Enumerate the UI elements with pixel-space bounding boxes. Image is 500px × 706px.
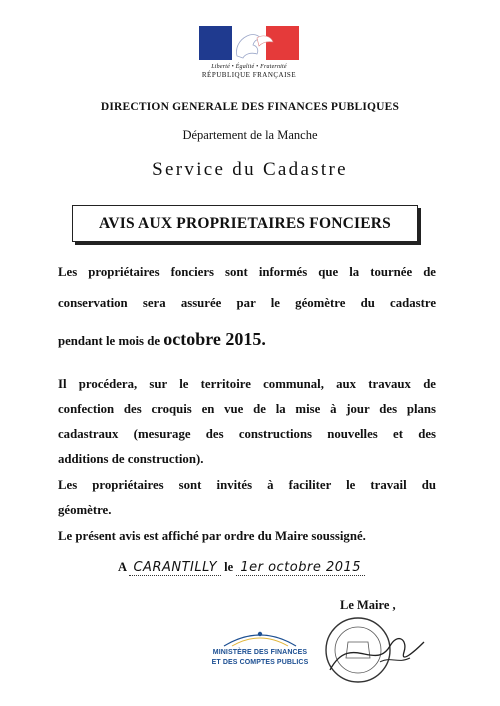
paragraph-tour (58, 260, 436, 353)
ministry-name-line2: ET DES COMPTES PUBLICS (211, 659, 309, 666)
mairie-stamp (320, 612, 430, 693)
at-label: A (118, 560, 127, 574)
signature-line (118, 560, 365, 576)
notice-title-box (72, 205, 418, 242)
ministry-logo (198, 626, 322, 668)
date-emphasis: octobre 2015 (163, 329, 262, 349)
republic-label: RÉPUBLIQUE FRANÇAISE (201, 71, 297, 79)
motto-text: Liberté • Égalité • Fraternité (211, 64, 287, 70)
paragraph-works (58, 372, 436, 472)
paragraph-invitation (58, 473, 436, 523)
marianne-flag-icon (199, 26, 299, 60)
date-period: . (261, 329, 266, 349)
handwritten-place: CARANTILLY (129, 560, 221, 576)
mayor-label: Le Maire , (340, 598, 396, 612)
on-label: le (224, 560, 234, 574)
paragraph-line: conservation sera assurée par le géomètre du cadastre (58, 296, 436, 310)
paragraph-line: Le présent avis est affiché par ordre du Maire soussigné. (58, 529, 366, 543)
notice-title: AVIS AUX PROPRIETAIRES FONCIERS (98, 214, 391, 232)
paragraph-line: additions de construction). (58, 452, 204, 466)
paragraph-line: géomètre. (58, 503, 112, 517)
republique-francaise-logo (190, 26, 308, 79)
paragraph-line-date (58, 325, 436, 353)
paragraph-posting-order (58, 524, 436, 549)
ministry-name-line1: MINISTÈRE DES FINANCES (212, 649, 308, 656)
paragraph-line: cadastraux (mesurage des constructions nouvelles et des (58, 427, 436, 441)
handwritten-date: 1er octobre 2015 (236, 560, 365, 576)
ministry-emblem-icon (220, 626, 300, 648)
paragraph-line: Les propriétaires fonciers sont informés que la tournée de (58, 265, 436, 279)
paragraph-line: Il procédera, sur le territoire communal, aux travaux de (58, 377, 436, 391)
direction-heading: DIRECTION GENERALE DES FINANCES PUBLIQUES (100, 101, 400, 113)
paragraph-line: Les propriétaires sont invités à faciliter le travail du (58, 478, 436, 492)
paragraph-line: confection des croquis en vue de la mise à jour des plans (58, 402, 436, 416)
service-heading: Service du Cadastre (152, 159, 348, 180)
date-prefix: pendant le mois de (58, 334, 161, 348)
department-heading: Département de la Manche (182, 128, 318, 142)
